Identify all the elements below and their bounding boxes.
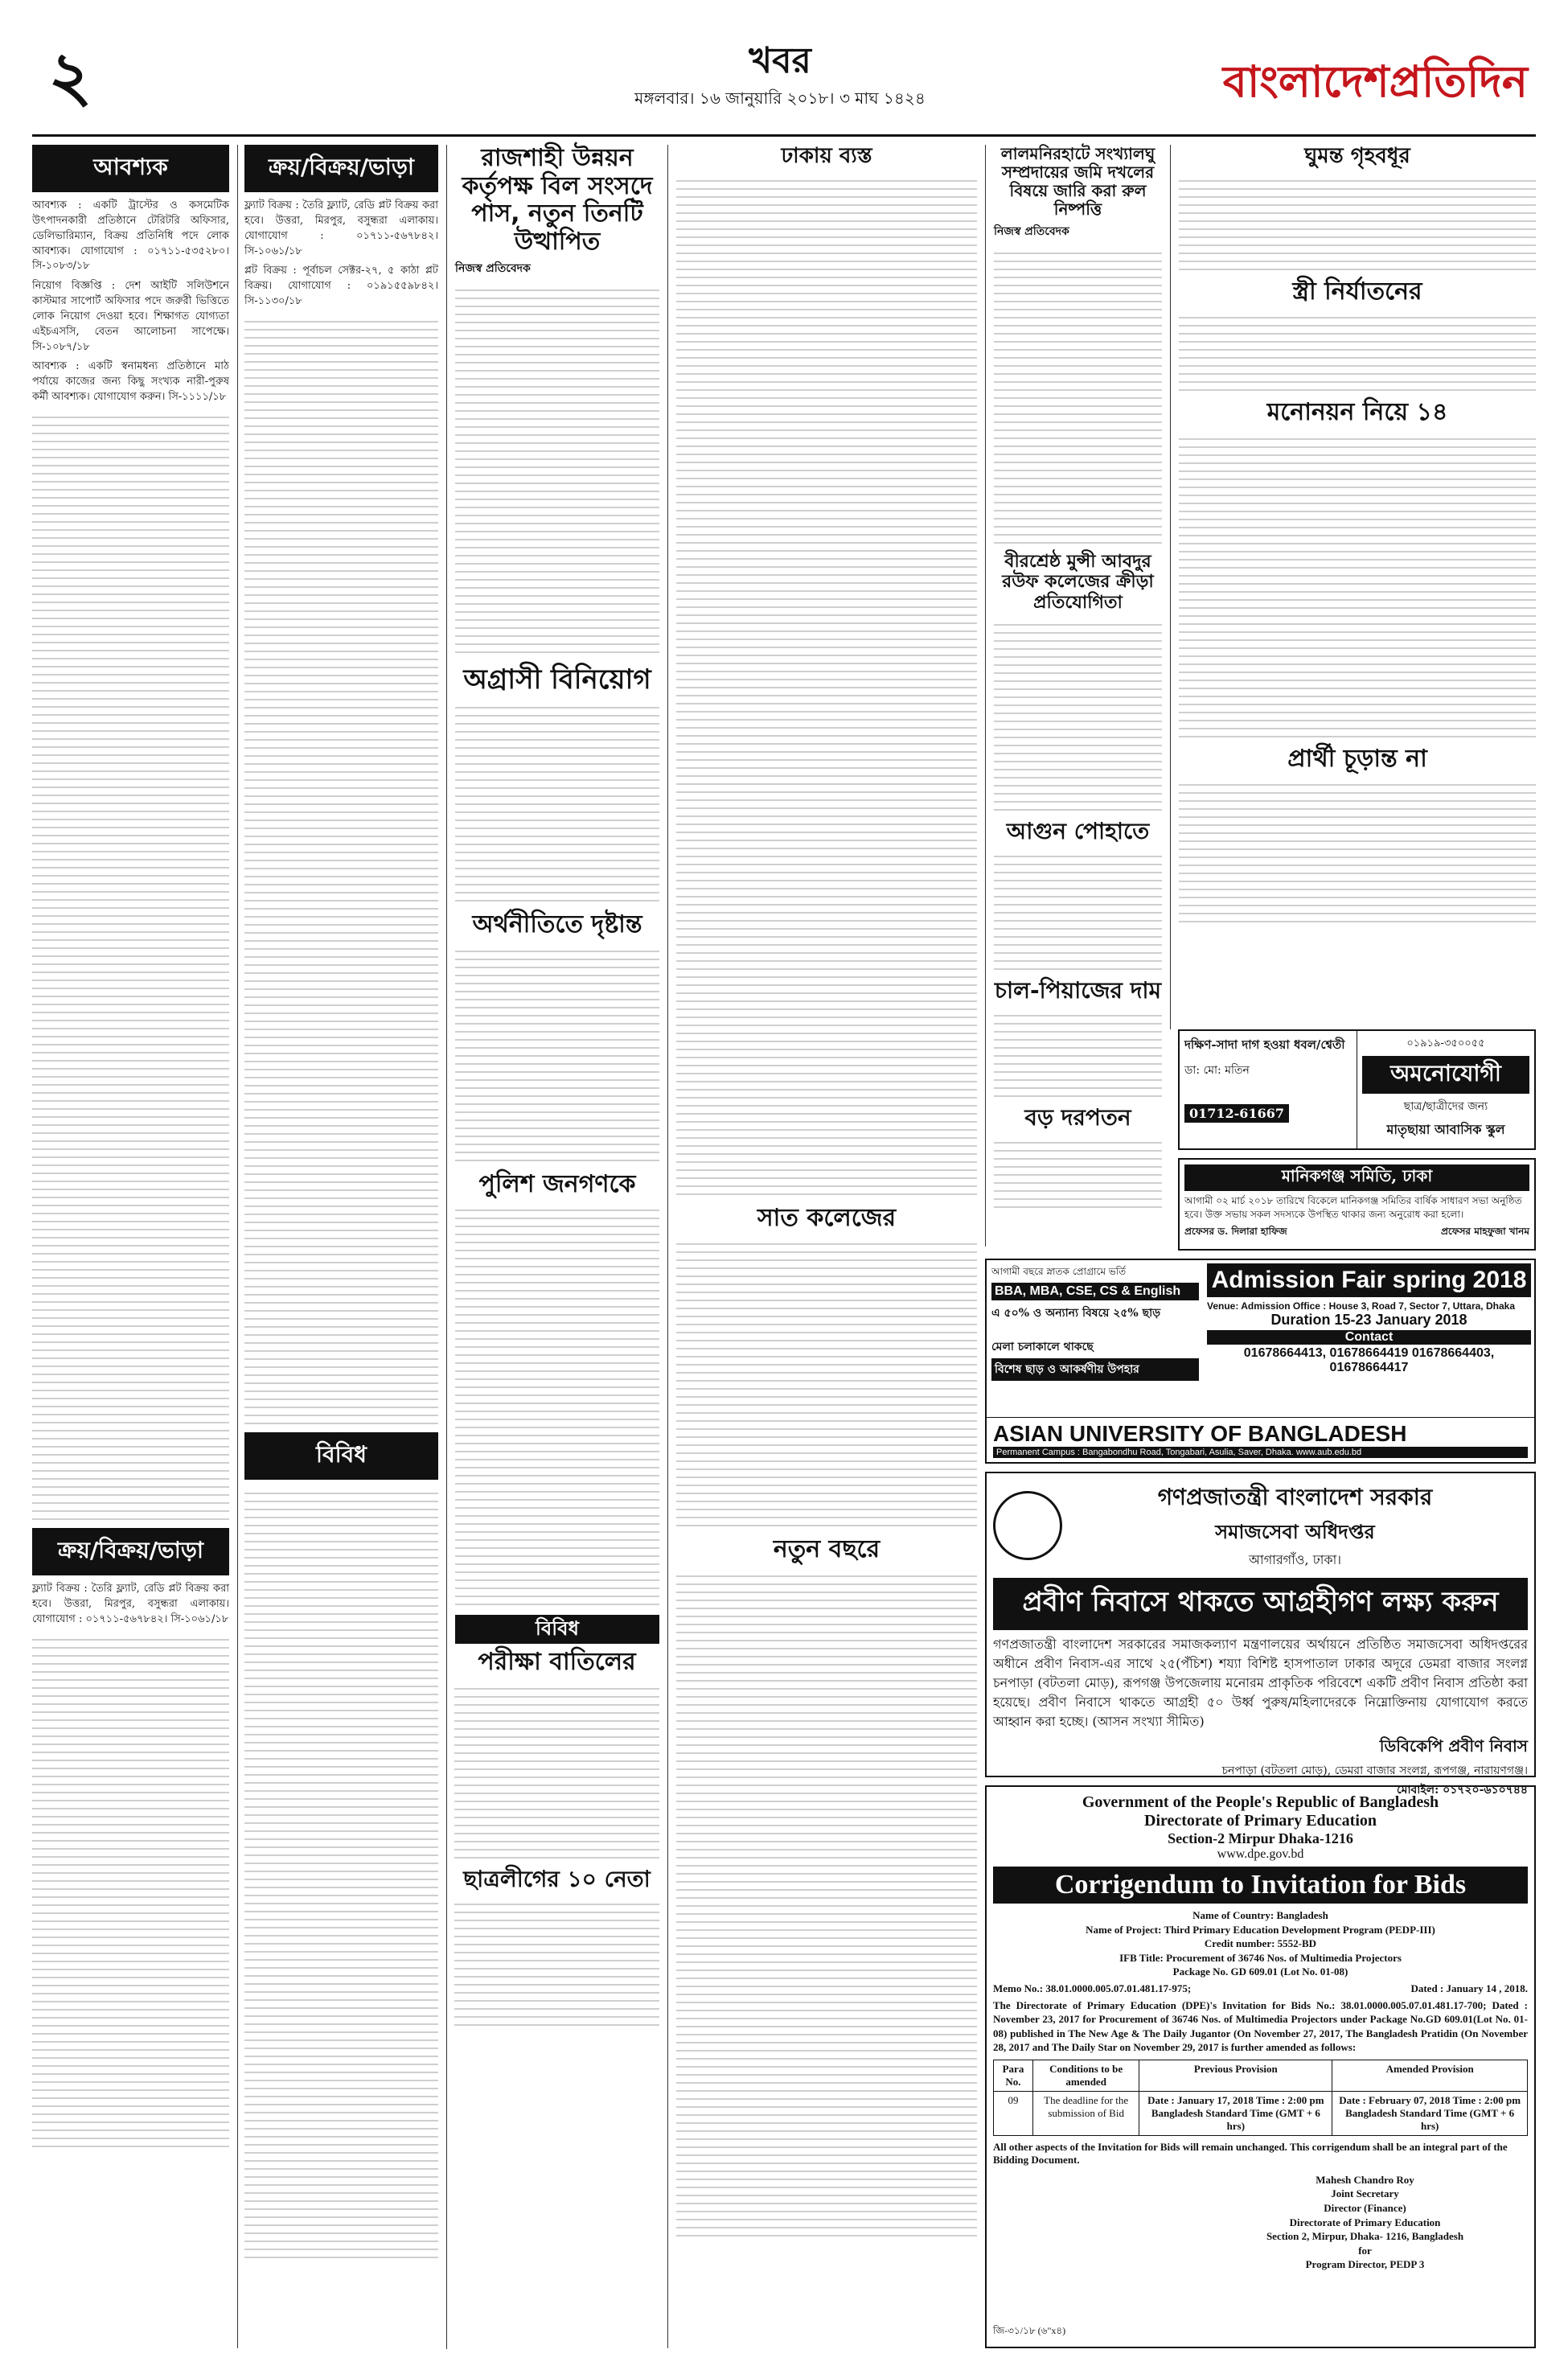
tender-corrigendum: [985, 1785, 1536, 2348]
tender-country: Name of Country: Bangladesh: [1192, 1909, 1328, 1921]
table-cell: 09: [994, 2091, 1033, 2135]
govt-org-address: চনপাড়া (বটতলা মোড়), ডেমরা বাজার সংলগ্ন, রূপগঞ্জ, নারায়ণগঞ্জ।: [1221, 1764, 1528, 1777]
story-body: [455, 283, 659, 653]
story-body: [1179, 432, 1536, 737]
section-title: খবর: [749, 40, 811, 81]
story-headline: স্ত্রী নির্যাতনের: [1292, 277, 1422, 306]
ad-fair-panel: [1204, 1260, 1534, 1417]
tender-address: Section-2 Mirpur Dhaka-1216: [1168, 1830, 1353, 1846]
tender-directorate: Directorate of Primary Education: [1144, 1812, 1377, 1830]
story-body: [994, 1136, 1162, 1208]
story-body: [994, 1008, 1162, 1097]
story-headline: বীরশ্রেষ্ঠ মুন্সী আবদুর রউফ কলেজের ক্রীড়া প্রতিযোগিতা: [1002, 552, 1154, 613]
story-body: [1179, 174, 1536, 270]
story-headline: মনোনয়ন নিয়ে ১৪: [1266, 398, 1448, 427]
story-headline: ঢাকায় ব্যস্ত: [781, 144, 872, 168]
ad-offer-intro: আগামী বছরে স্নাতক প্রোগ্রামে ভর্তি: [991, 1266, 1127, 1277]
school-subline: ছাত্র/ছাত্রীদের জন্য: [1403, 1100, 1488, 1113]
classified-ad: ফ্ল্যাট বিক্রয় : তৈরি ফ্ল্যাট, রেডি প্লট বিক্রয় করা হবে। উত্তরা, মিরপুর, বসুন্ধরা এলাকায়। যোগাযোগ : ০১৭১১-৫৬৭৮৪২। সি-১০৬১/১৮: [244, 199, 438, 257]
ad-phones: 01678664413, 01678664419 01678664403, 01678664417: [1243, 1346, 1495, 1374]
classified-text-block: [244, 1486, 438, 2258]
table-header-cell: Amended Provision: [1332, 2060, 1528, 2091]
page-number: ২: [48, 36, 92, 116]
story-byline: নিজস্ব প্রতিবেদক: [455, 262, 531, 275]
signer-directorate: Directorate of Primary Education: [1289, 2216, 1441, 2228]
govt-mobile: মোবাইল: ০১৭২০-৬১০৭৪৪: [1397, 1784, 1528, 1797]
signer-program: Program Director, PEDP 3: [1305, 2258, 1425, 2271]
story-body: [455, 1203, 659, 1605]
story-headline: চাল-পিয়াজের দাম: [994, 977, 1162, 1004]
tender-gov: Government of the People's Republic of Bangladesh: [1082, 1793, 1439, 1811]
classified-text-block: [244, 314, 438, 1424]
story-body: [454, 1682, 659, 1859]
classified-text-block: [32, 1633, 229, 2147]
tender-project: Name of Project: Third Primary Education Development Program (PEDP-III): [1086, 1923, 1435, 1936]
story-headline: প্রার্থী চূড়ান্ত না: [1287, 744, 1427, 773]
samiti-signer-right: প্রফেসর মাহফুজা খানম: [1440, 1225, 1529, 1237]
university-name: ASIAN UNIVERSITY OF BANGLADESH: [993, 1421, 1407, 1446]
story-headline: রাজশাহী উন্নয়ন কর্তৃপক্ষ বিল সংসদে পাস, নতুন তিনটি উত্থাপিত: [462, 144, 653, 256]
samiti-text: আগামী ০২ মার্চ ২০১৮ তারিখে বিকেলে মানিকগঞ্জ সমিতির বার্ষিক সাধারণ সভা অনুষ্ঠিত হবে। উক্ত সভায় সকল সদস্যকে উপস্থিত থাকার জন্য অনুরোধ করা হলো।: [1184, 1195, 1522, 1220]
story-headline: অগ্রাসী বিনিয়োগ: [463, 663, 651, 696]
table-cell: Date : January 17, 2018 Time : 2:00 pm Bangladesh Standard Time (GMT + 6 hrs): [1139, 2091, 1332, 2135]
story-headline: সাত কলেজের: [757, 1203, 897, 1232]
table-header-cell: Para No.: [994, 2060, 1033, 2091]
ad-fair-label: মেলা চলাকালে থাকছে: [991, 1341, 1094, 1353]
spacer: [667, 2356, 668, 2357]
story-body: [676, 1569, 977, 2236]
category-header: ক্রয়/বিক্রয়/ভাড়া: [32, 1528, 229, 1575]
story-headline: পরীক্ষা বাতিলের: [478, 1648, 636, 1676]
govt-org: ডিবিকেপি প্রবীণ নিবাস: [1379, 1736, 1528, 1756]
newspaper-logo: বাংলাদেশপ্রতিদিন: [1222, 56, 1528, 107]
university-admission-ad: [985, 1259, 1536, 1464]
story-headline: বড় দরপতন: [1024, 1104, 1131, 1132]
signer-address: Section 2, Mirpur, Dhaka- 1216, Bangladesh: [1266, 2230, 1464, 2243]
govt-title: গণপ্রজাতন্ত্রী বাংলাদেশ সরকার: [1157, 1484, 1433, 1510]
ad-university-footer: [987, 1417, 1534, 1462]
table-cell: Date : February 07, 2018 Time : 2:00 pm Bangladesh Standard Time (GMT + 6 hrs): [1332, 2091, 1528, 2135]
ad-fair-title: Admission Fair spring 2018: [1207, 1263, 1531, 1297]
story-body: [454, 1897, 659, 2026]
ad-fair-duration: Duration 15-23 January 2018: [1270, 1312, 1467, 1328]
story-body: [676, 1237, 977, 1526]
tender-ifb: IFB Title: Procurement of 36746 Nos. of Multimedia Projectors: [1119, 1951, 1402, 1964]
story-block-exam: [454, 1649, 659, 2026]
story-byline: নিজস্ব প্রতিবেদক: [994, 225, 1069, 238]
story-headline: ছাত্রলীগের ১০ নেতা: [463, 1865, 651, 1892]
govt-address: আগারগাঁও, ঢাকা।: [1249, 1552, 1341, 1567]
story-body: [1179, 778, 1536, 922]
table-cell: The deadline for the submission of Bid: [1032, 2091, 1139, 2135]
signer-department: Director (Finance): [1324, 2202, 1406, 2215]
tender-website: www.dpe.gov.bd: [1217, 1847, 1304, 1861]
tender-signature: [1202, 2173, 1528, 2272]
ad-programs: BBA, MBA, CSE, CS & English: [991, 1283, 1199, 1300]
ad-discount: এ ৫০% ও অন্যান্য বিষয়ে ২৫% ছাড়: [991, 1307, 1161, 1320]
samiti-signer-left: প্রফেসর ড. দিলারা হাফিজ: [1184, 1225, 1287, 1237]
govt-department: সমাজসেবা অধিদপ্তর: [1215, 1520, 1375, 1543]
category-header: বিবিধ: [244, 1432, 438, 1480]
signer-title: Joint Secretary: [1331, 2187, 1399, 2200]
table-header-cell: Conditions to be amended: [1032, 2060, 1139, 2091]
govt-headline: প্রবীণ নিবাসে থাকতে আগ্রহীগণ লক্ষ্য করুন: [993, 1578, 1528, 1630]
story-headline: ঘুমন্ত গৃহবধূর: [1304, 144, 1410, 168]
story-headline: লালমনিরহাটে সংখ্যালঘু সম্প্রদায়ের জমি দখলের বিষয়ে জারি করা রুল নিষ্পত্তি: [1000, 144, 1155, 219]
classifieds-column-1: [32, 145, 229, 2348]
story-headline: অর্থনীতিতে দৃষ্টান্ত: [472, 910, 642, 939]
tender-footer: All other aspects of the Invitation for Bids will remain unchanged. This corrigendum shall be an integral part of the Bidding Document.: [993, 2140, 1508, 2166]
tender-package: Package No. GD 609.01 (Lot No. 01-08): [1172, 1965, 1348, 1978]
clinic-phone: 01712-61667: [1184, 1104, 1289, 1123]
page-bottom-rule: [446, 2348, 1536, 2349]
samiti-ad: [1178, 1158, 1536, 1251]
news-column-d: [1170, 145, 1536, 1029]
tender-title: Corrigendum to Invitation for Bids: [993, 1867, 1528, 1904]
classified-ad: নিয়োগ বিজ্ঞপ্তি : দেশ আইটি সলিউশনে কাস্টমার সাপোর্ট অফিসার পদে জরুরী ভিত্তিতে লোক নিয়োগ দেওয়া হবে। শিক্ষাগত যোগ্যতা এইচএসসি, বেতন আলোচনা সাপেক্ষে। সি-১০৮৭/১৮: [32, 280, 229, 353]
story-body: [994, 618, 1162, 811]
story-headline: আগুন পোহাতে: [1006, 817, 1150, 844]
tender-table: [993, 2060, 1528, 2136]
table-header-cell: Previous Provision: [1139, 2060, 1332, 2091]
school-ad: [1357, 1031, 1534, 1148]
story-body: [994, 849, 1162, 970]
clinic-ad: [1180, 1031, 1357, 1148]
story-headline: পুলিশ জনগণকে: [478, 1169, 636, 1198]
news-column-b: [667, 145, 977, 2348]
category-header: আবশ্যক: [32, 145, 229, 192]
tender-ref: জি-৩১/১৮ (৬"x৪): [993, 2325, 1066, 2336]
clinic-doctor: ডা: মো: মতিন: [1184, 1064, 1250, 1077]
ad-offer-panel: [987, 1260, 1204, 1417]
story-body: [455, 700, 659, 902]
classified-ad: ফ্ল্যাট বিক্রয় : তৈরি ফ্ল্যাট, রেডি প্লট বিক্রয় করা হবে। উত্তরা, মিরপুর, বসুন্ধরা এলাকায়। যোগাযোগ : ০১৭১১-৫৬৭৮৪২। সি-১০৬১/১৮: [32, 1582, 229, 1625]
story-body: [676, 174, 977, 1195]
misc-header: বিবিধ: [455, 1615, 659, 1644]
signer-name: Mahesh Chandro Roy: [1316, 2173, 1414, 2186]
classified-ad: আবশ্যক : একটি স্বনামধন্য প্রতিষ্ঠানে মাঠ পর্যায়ে কাজের জন্য কিছু সংখ্যক নারী-পুরুষ কর্মী আবশ্যক। যোগাযোগ করুন। সি-১১১১/১৮: [32, 360, 229, 404]
university-campus: Permanent Campus : Bangabondhu Road, Tongabari, Asulia, Saver, Dhaka. www.aub.edu.bd: [993, 1447, 1528, 1458]
clinic-title: দক্ষিণ-সাদা দাগ হওয়া ধবল/শ্বেতী: [1184, 1037, 1345, 1052]
tender-memo-date: Dated : January 14 , 2018.: [1410, 1982, 1528, 1994]
story-body: [1179, 310, 1536, 391]
news-column-c: [985, 145, 1162, 1247]
tender-paragraph: The Directorate of Primary Education (DPE)'s Invitation for Bids No.: 38.01.0000.005.07.01.481.17-700; Dated : November 23, 2017 for Procurement of 36746 Nos. of Multimedia Projectors under Package No.GD 609.01(Lot No. 01-08) published in The New Age & The Daily Jugantor (On November 27, 2017, The Bangladesh Pratidin (On November 28, 2017 and The Daily Star on November 29, 2017 is further amended as follows:: [993, 1998, 1528, 2054]
tender-credit: Credit number: 5552-BD: [1204, 1937, 1317, 1950]
samiti-title: মানিকগঞ্জ সমিতি, ঢাকা: [1184, 1164, 1529, 1191]
clinic-school-ad: [1178, 1029, 1536, 1150]
classified-text-block: [32, 410, 229, 1520]
classified-ad: প্লট বিক্রয় : পূর্বাচল সেক্টর-২৭, ৫ কাঠা প্লট বিক্রয়। যোগাযোগ : ০১৯১৫৫৯৮৪২। সি-১১৩০/১৮: [244, 265, 438, 308]
ad-fair-offer: বিশেষ ছাড় ও আকর্ষণীয় উপহার: [991, 1358, 1199, 1381]
signer-for: for: [1358, 2244, 1372, 2257]
school-headline: অমনোযোগী: [1362, 1056, 1529, 1094]
story-headline: নতুন বছরে: [773, 1535, 880, 1564]
school-name: মাতৃছায়া আবাসিক স্কুল: [1386, 1122, 1505, 1137]
classified-ad: আবশ্যক : একটি ট্রাস্টের ও কসমেটিক উৎপাদনকারী প্রতিষ্ঠানে টেরিটরি অফিসার, ডেলিভারিম্যান, বিক্রয় প্রতিনিধি পদে লোক আবশ্যক। যোগাযোগ : ০১৭১১-৫৩৫২৮০। সি-১০৮৩/১৮: [32, 199, 229, 273]
table-row: [994, 2091, 1528, 2135]
govt-body: গণপ্রজাতন্ত্রী বাংলাদেশ সরকারের সমাজকল্যাণ মন্ত্রণালয়ের অর্থায়নে প্রতিষ্ঠিত সমাজসেবা অধিদপ্তরের অধীনে প্রবীণ নিবাস-এর সাথে ২৫(পঁচিশ) শয্যা বিশিষ্ট হাসপাতাল ঢাকার অদূরে ডেমরা বাজার সংলগ্ন চনপাড়া (বটতলা মোড়), রূপগঞ্জ উপজেলায় মনোরম প্রাকৃতিক পরিবেশে একটি প্রবীণ নিবাস প্রতিষ্ঠা করা হয়েছে। প্রবীণ নিবাসে থাকতে আগ্রহী ৫০ উর্ধ্ব পুরুষ/মহিলাদেরকে নিম্নোক্তিনায় যোগাযোগ করতে আহ্বান করা হচ্ছে। (আসন সংখ্যা সীমিত): [993, 1637, 1528, 1729]
ad-contact-label: Contact: [1207, 1330, 1531, 1345]
ad-fair-venue: Venue: Admission Office : House 3, Road 7, Sector 7, Uttara, Dhaka: [1207, 1300, 1515, 1312]
tender-memo: Memo No.: 38.01.0000.005.07.01.481.17-975;: [993, 1982, 1192, 1994]
story-body: [994, 246, 1162, 544]
story-body: [455, 944, 659, 1161]
tender-table-header: [994, 2060, 1528, 2091]
masthead: [32, 16, 1536, 137]
govt-seal-icon: [993, 1491, 1062, 1560]
govt-notice-ad: [985, 1472, 1536, 1797]
classifieds-column-2: [237, 145, 438, 2348]
school-phone: ০১৯১৯-৩৫০০৫৫: [1406, 1037, 1485, 1049]
issue-date: মঙ্গলবার। ১৬ জানুয়ারি ২০১৮। ৩ মাঘ ১৪২৪: [634, 88, 926, 108]
category-header: ক্রয়/বিক্রয়/ভাড়া: [244, 145, 438, 192]
